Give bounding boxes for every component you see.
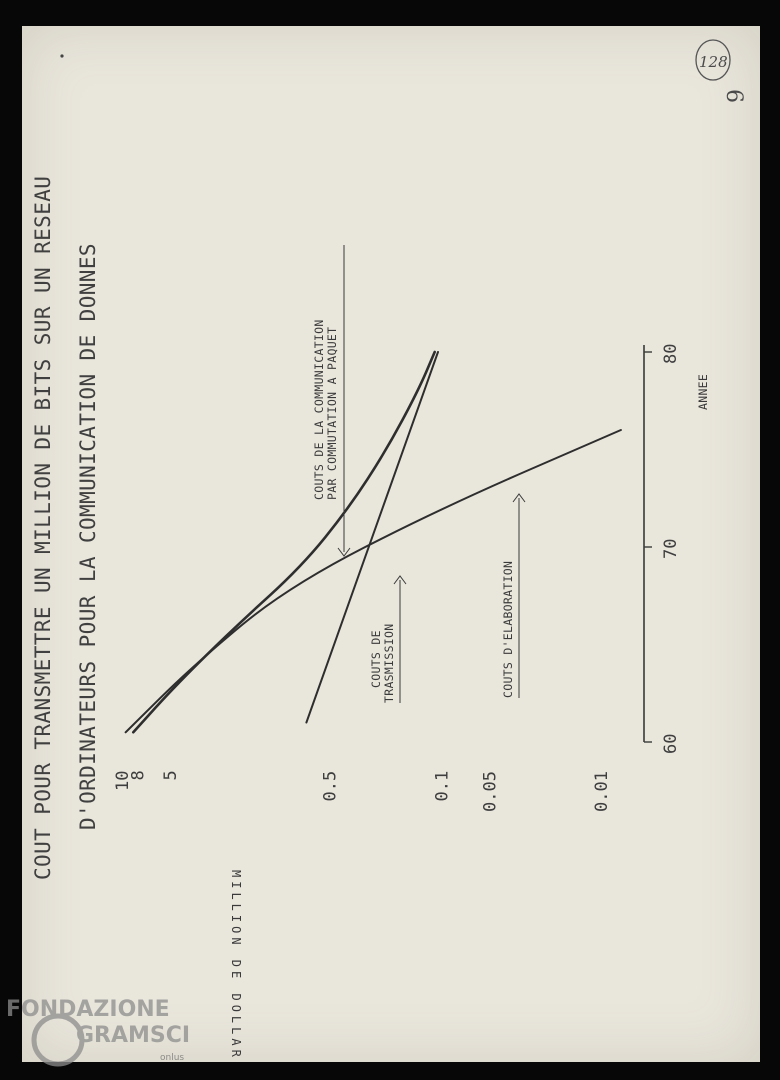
y-tick-label-8: 8 <box>128 770 149 781</box>
y-axis-title: MILLION DE DOLLAR <box>229 870 243 1061</box>
label-transmission-line-1: COUTS DE <box>369 630 383 688</box>
y-tick-label-0_5: 0.5 <box>320 770 341 802</box>
axis-tick-labels <box>113 344 681 812</box>
page-number: 6 <box>721 89 746 103</box>
watermark-line-1: FONDAZIONE <box>6 997 170 1022</box>
x-axis-title: ANNEE <box>696 373 710 410</box>
chart-title-line-2: D'ORDINATEURS POUR LA COMMUNICATION DE DONNES <box>76 243 100 830</box>
y-tick-label-0_1: 0.1 <box>432 770 453 802</box>
x-tick-label-60: 60 <box>661 733 681 754</box>
label-transmission <box>369 576 406 703</box>
x-tick-label-80: 80 <box>661 343 681 364</box>
paper-speck <box>60 54 63 57</box>
archive-number: 128 <box>699 53 728 71</box>
y-tick-label-5: 5 <box>161 770 182 781</box>
chart-title-line-1: COUT POUR TRANSMETTRE UN MILLION DE BITS SUR UN RESEAU <box>31 175 55 880</box>
watermark <box>6 997 190 1064</box>
label-elaboration <box>501 494 525 698</box>
y-tick-label-0_05: 0.05 <box>480 771 501 812</box>
watermark-suffix: onlus <box>160 1053 185 1063</box>
label-transmission-line-2: TRASMISSION <box>382 623 396 703</box>
label-elaboration-line-1: COUTS D'ELABORATION <box>501 560 515 698</box>
axis-ticks <box>644 352 652 742</box>
label-packet-switching <box>312 245 350 556</box>
x-tick-label-70: 70 <box>661 538 681 559</box>
watermark-line-2: GRAMSCI <box>76 1023 191 1048</box>
watermark-logo-ring <box>34 1016 82 1064</box>
y-tick-label-10: 10 <box>113 770 133 791</box>
label-packet-switching-line-1: COUTS DE LA COMMUNICATION <box>312 319 326 500</box>
label-packet-switching-line-2: PAR COMMUTATION A PAQUET <box>325 326 339 500</box>
y-tick-label-0_01: 0.01 <box>592 771 612 812</box>
